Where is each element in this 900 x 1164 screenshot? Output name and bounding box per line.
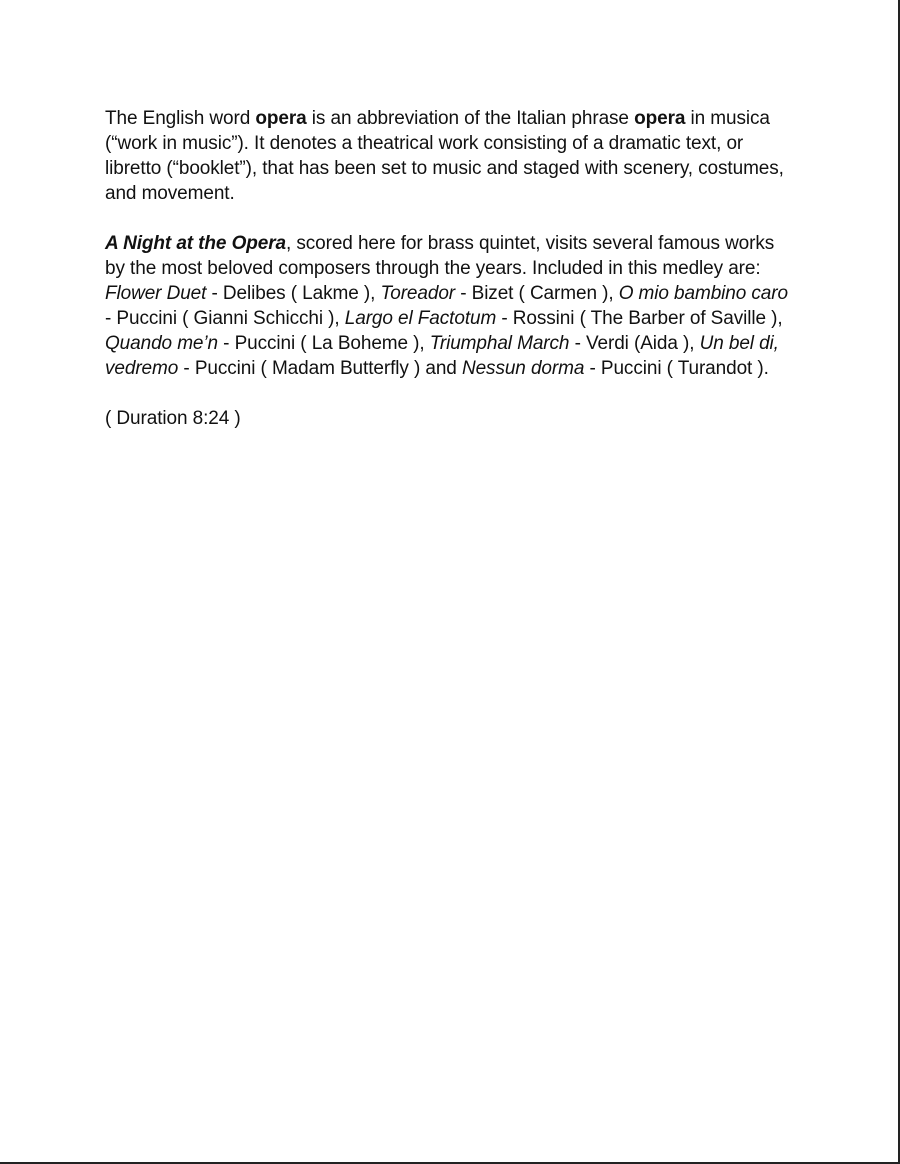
paragraph-medley-description xyxy=(105,231,795,381)
duration-note: ( Duration 8:24 ) xyxy=(105,408,241,429)
work-title: A Night at the Opera xyxy=(105,233,286,254)
piece-source: - Bizet ( Carmen ), xyxy=(455,283,619,304)
piece-source: - Puccini ( Turandot ). xyxy=(584,358,769,379)
bold-term-opera: opera xyxy=(255,108,307,129)
piece-title: Nessun dorma xyxy=(461,358,585,379)
piece-title: Toreador xyxy=(380,283,456,304)
text-segment: , scored here for brass quintet, visits several famous works by the most beloved composers through the years. Included in this medley are: xyxy=(105,233,775,279)
piece-title: Largo el Factotum xyxy=(344,308,497,329)
piece-title: Triumphal March xyxy=(429,333,570,354)
piece-source: - Verdi (Aida ), xyxy=(569,333,700,354)
piece-source: - Puccini ( Gianni Schicchi ), xyxy=(105,308,345,329)
text-segment: in musica (“work in music”). It denotes a theatrical work consisting of a dramatic text, or libretto (“booklet”), that has been set to music and staged with scenery, costumes, and movement. xyxy=(105,108,784,204)
bold-term-opera: opera xyxy=(634,108,686,129)
piece-source: - Delibes ( Lakme ), xyxy=(206,283,381,304)
piece-title: O mio bambino caro xyxy=(618,283,788,304)
piece-title: Un bel di, vedremo xyxy=(105,333,779,379)
paragraph-opera-definition xyxy=(105,106,795,206)
piece-source: - Puccini ( Madam Butterfly ) and xyxy=(178,358,462,379)
text-segment: The English word xyxy=(105,108,256,129)
piece-title: Flower Duet xyxy=(105,283,207,304)
piece-source: - Puccini ( La Boheme ), xyxy=(217,333,430,354)
program-notes xyxy=(105,106,795,431)
piece-title: Quando me’n xyxy=(105,333,218,354)
text-segment: is an abbreviation of the Italian phrase xyxy=(306,108,635,129)
piece-source: - Rossini ( The Barber of Saville ), xyxy=(496,308,783,329)
